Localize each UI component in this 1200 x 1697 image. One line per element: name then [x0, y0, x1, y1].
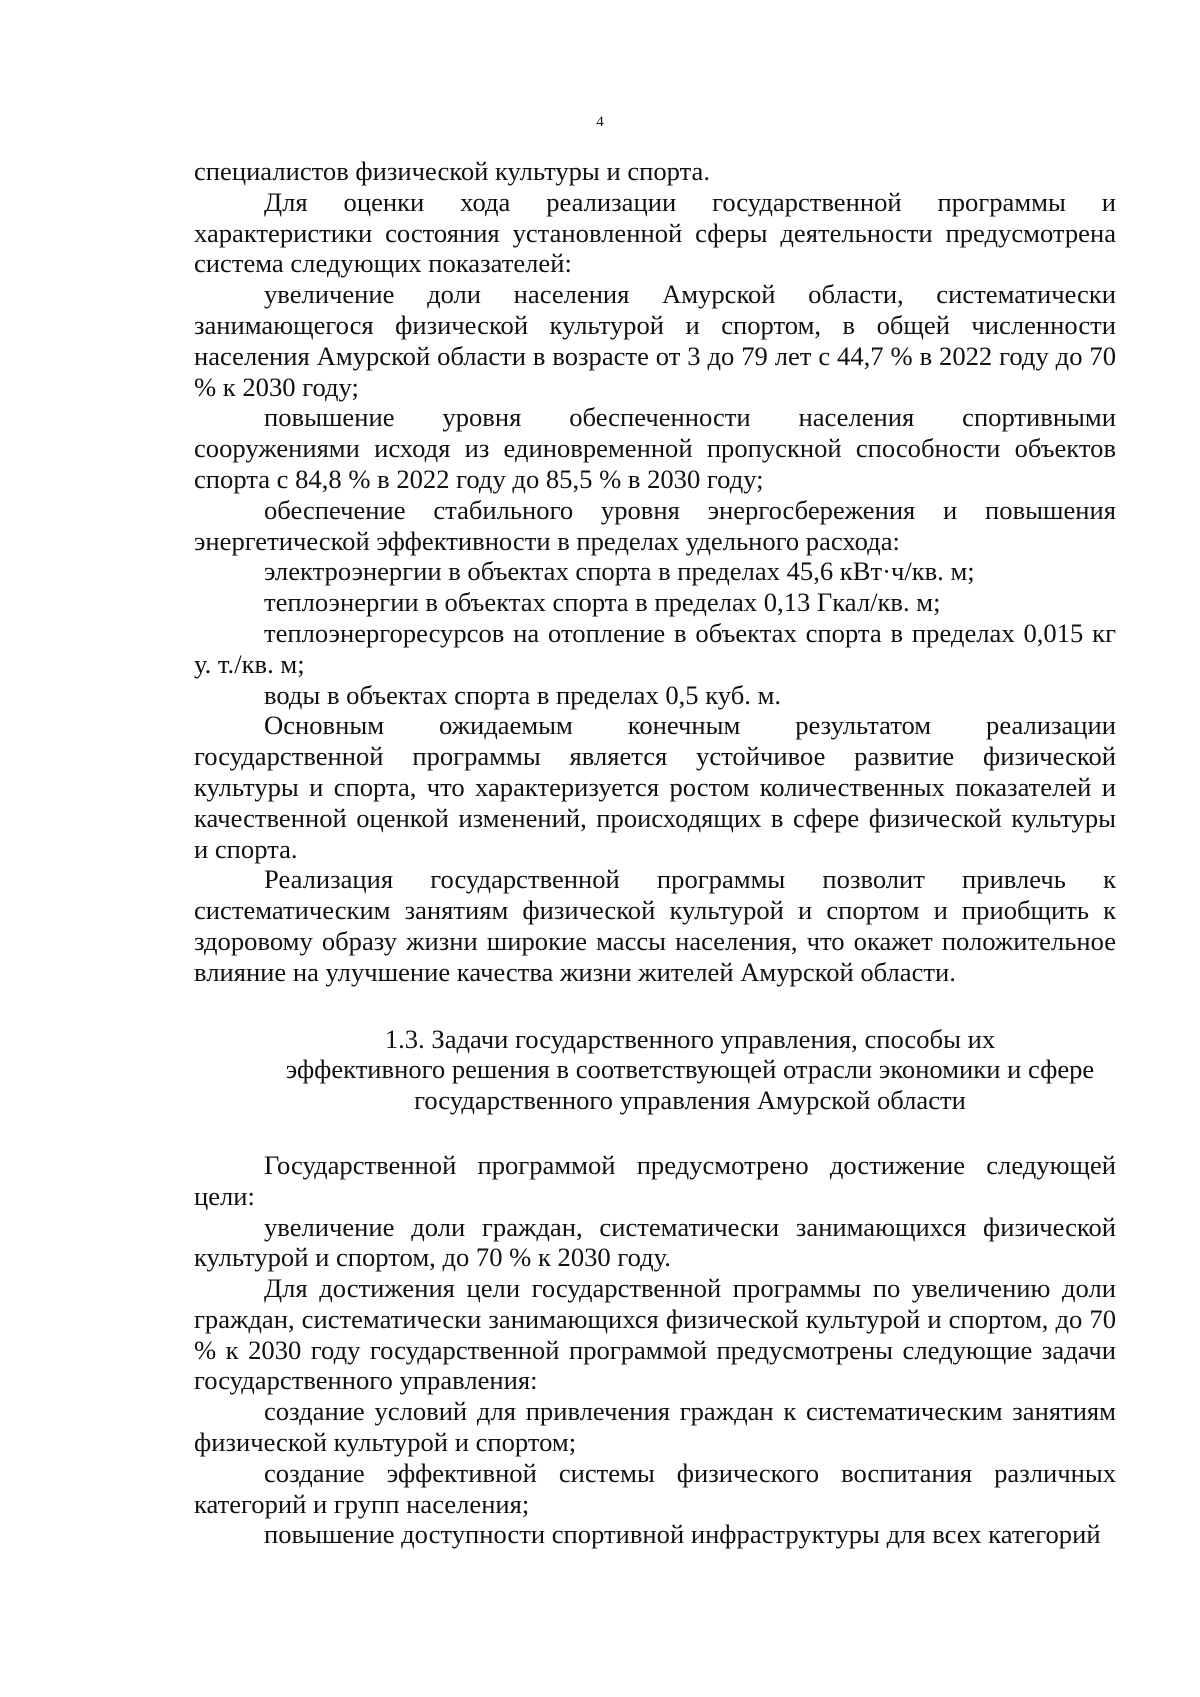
paragraph: обеспечение стабильного уровня энергосбережения и повышения энергетической эффективности в пределах удельного расхода:: [194, 494, 1116, 556]
paragraph: воды в объектах спорта в пределах 0,5 куб. м.: [264, 679, 782, 710]
document-body: [194, 156, 1116, 1550]
paragraph: Для достижения цели государственной программы по увеличению доли граждан, систематически занимающихся физической культурой и спортом, до 70 % к 2030 году государственной программой предусмотрены следующие задачи государственного управления:: [194, 1273, 1116, 1396]
paragraph: Реализация государственной программы позволит привлечь к систематическим занятиям физической культурой и спортом и приобщить к здоровому образу жизни широкие массы населения, что окажет положительное влияние на улучшение качества жизни жителей Амурской области.: [194, 864, 1116, 987]
section-heading-line: эффективного решения в соответствующей отрасли экономики и сфере: [285, 1054, 1095, 1085]
section-heading-line: 1.3. Задачи государственного управления, способы их: [384, 1023, 996, 1054]
paragraph: повышение доступности спортивной инфраструктуры для всех категорий: [264, 1519, 1101, 1550]
paragraph: теплоэнергоресурсов на отопление в объектах спорта в пределах 0,015 кг у. т./кв. м;: [194, 617, 1116, 679]
paragraph: создание условий для привлечения граждан к систематическим занятиям физической культурой и спортом;: [194, 1396, 1116, 1458]
paragraph: специалистов физической культуры и спорта.: [194, 156, 711, 186]
paragraph: Основным ожидаемым конечным результатом реализации государственной программы является устойчивое развитие физической культуры и спорта, что характеризуется ростом количественных показателей и качественной оценкой изменений, происходящих в сфере физической культуры и спорта.: [194, 710, 1116, 864]
section-heading: [194, 1024, 1116, 1116]
page-number: 4: [596, 114, 604, 130]
paragraph: Для оценки хода реализации государственной программы и характеристики состояния установленной сферы деятельности предусмотрена система следующих показателей:: [194, 186, 1116, 279]
paragraph: Государственной программой предусмотрено достижение следующей цели:: [194, 1149, 1116, 1211]
paragraph: повышение уровня обеспеченности населения спортивными сооружениями исходя из единовременной пропускной способности объектов спорта с 84,8 % в 2022 году до 85,5 % в 2030 году;: [194, 402, 1116, 494]
section-heading-line: государственного управления Амурской области: [414, 1085, 966, 1116]
paragraph: увеличение доли граждан, систематически занимающихся физической культурой и спортом, до 70 % к 2030 году.: [194, 1211, 1116, 1273]
paragraph: электроэнергии в объектах спорта в пределах 45,6 кВт·ч/кв. м;: [264, 556, 975, 587]
paragraph: увеличение доли населения Амурской области, систематически занимающегося физической культурой и спортом, в общей численности населения Амурской области в возрасте от 3 до 79 лет с 44,7 % в 2022 году до 70 % к 2030 году;: [194, 279, 1116, 402]
paragraph: теплоэнергии в объектах спорта в пределах 0,13 Гкал/кв. м;: [264, 587, 941, 618]
paragraph: создание эффективной системы физического воспитания различных категорий и групп населения;: [194, 1457, 1116, 1519]
